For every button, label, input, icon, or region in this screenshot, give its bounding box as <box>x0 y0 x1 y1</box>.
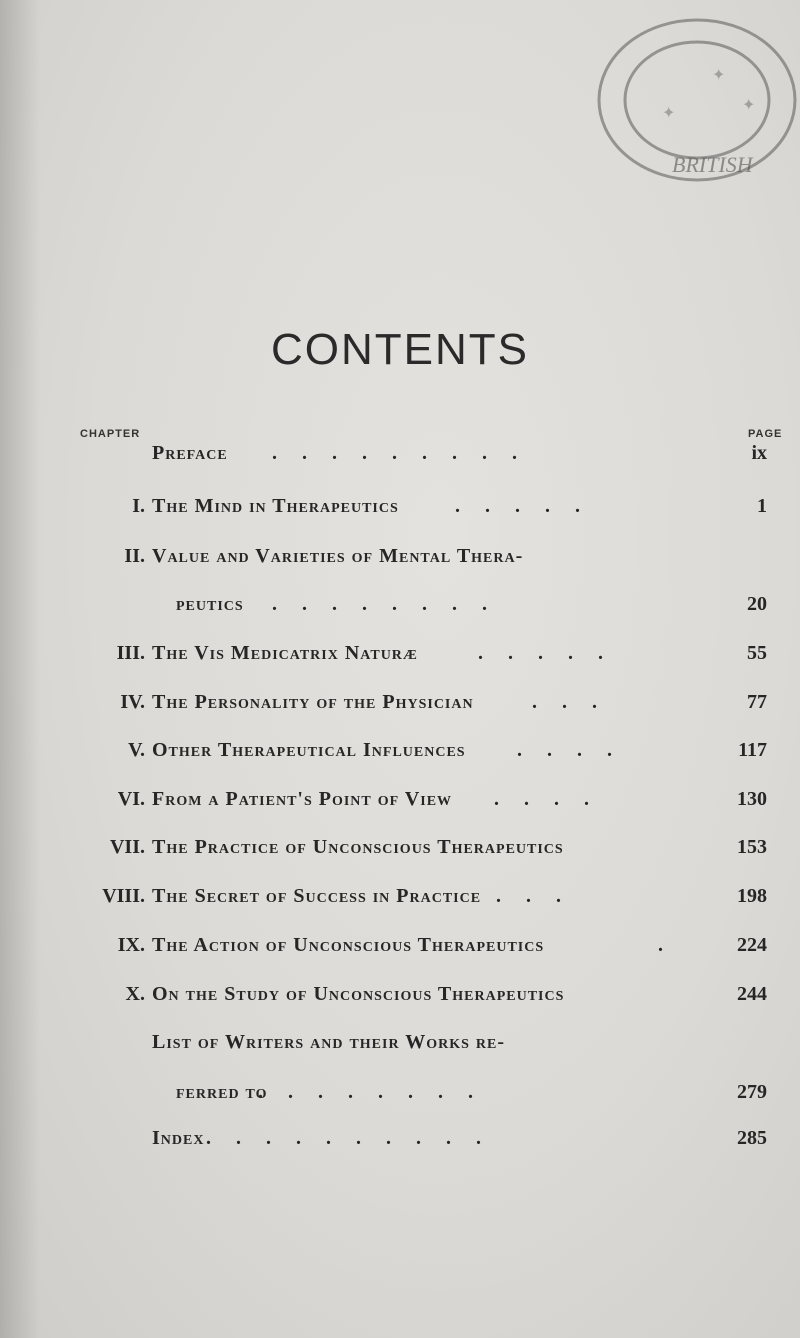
chapter-number: I. <box>132 495 145 517</box>
toc-entry <box>0 1127 800 1157</box>
toc-entry <box>0 495 800 525</box>
chapter-title: The Secret of Success in Practice <box>152 885 482 907</box>
toc-entry <box>0 836 800 866</box>
stamp-text: BRITISH <box>672 152 753 177</box>
page-number: ix <box>751 442 767 464</box>
toc-entry <box>0 739 800 769</box>
page-number: 20 <box>747 593 767 615</box>
toc-entry <box>0 1031 800 1061</box>
leader-dots: . . . . <box>517 739 622 761</box>
page-number: 77 <box>747 691 767 713</box>
chapter-title: peutics <box>176 593 244 615</box>
page-column-label: PAGE <box>748 428 783 440</box>
chapter-title: On the Study of Unconscious Therapeutics <box>152 983 565 1005</box>
toc-entry <box>0 885 800 915</box>
page-number: 244 <box>737 983 767 1005</box>
chapter-title: The Mind in Therapeutics <box>152 495 399 517</box>
chapter-number: III. <box>116 642 145 664</box>
leader-dots: . . . . . . . . . <box>272 442 527 464</box>
page-number: 55 <box>747 642 767 664</box>
chapter-title: The Personality of the Physician <box>152 691 474 713</box>
chapter-title: Preface <box>152 442 228 464</box>
page-title: CONTENTS <box>271 325 529 374</box>
page-number: 279 <box>737 1081 767 1103</box>
chapter-title: From a Patient's Point of View <box>152 788 453 810</box>
toc-entry <box>0 788 800 818</box>
toc-entry <box>0 642 800 672</box>
leader-dots: . . . . . . . . <box>272 593 497 615</box>
chapter-title: List of Writers and their Works re- <box>152 1031 506 1053</box>
page-number: 117 <box>738 739 767 761</box>
chapter-title: Value and Varieties of Mental Thera- <box>152 545 524 567</box>
leader-dots: . . . . . <box>478 642 613 664</box>
chapter-number: VI. <box>117 788 145 810</box>
leader-dots: . . . . . . . . . . <box>206 1127 491 1149</box>
page-number: 198 <box>737 885 767 907</box>
toc-entry <box>0 593 800 623</box>
toc-entry <box>0 442 800 472</box>
page-number: 153 <box>737 836 767 858</box>
svg-text:✦: ✦ <box>712 67 726 84</box>
chapter-number: VIII. <box>102 885 145 907</box>
toc-entry <box>0 934 800 964</box>
chapter-title: ferred to <box>176 1081 268 1103</box>
page-number: 1 <box>757 495 767 517</box>
svg-text:✦: ✦ <box>742 97 756 114</box>
toc-entry <box>0 1081 800 1111</box>
chapter-number: IX. <box>117 934 145 956</box>
leader-dots: . . . <box>496 885 571 907</box>
chapter-number: II. <box>124 545 145 567</box>
chapter-number: X. <box>125 983 145 1005</box>
chapter-title: Other Therapeutical Influences <box>152 739 466 761</box>
svg-text:✦: ✦ <box>662 105 676 122</box>
toc-entry <box>0 545 800 575</box>
toc-entry <box>0 691 800 721</box>
chapter-title: Index <box>152 1127 205 1149</box>
leader-dots: . . . . . <box>455 495 590 517</box>
chapter-column-label: CHAPTER <box>80 428 141 440</box>
page-number: 224 <box>737 934 767 956</box>
chapter-title: The Action of Unconscious Therapeutics <box>152 934 545 956</box>
chapter-title: The Practice of Unconscious Therapeutics <box>152 836 564 858</box>
chapter-number: IV. <box>120 691 145 713</box>
leader-dots: . . . . <box>494 788 599 810</box>
page-number: 285 <box>737 1127 767 1149</box>
toc-entry <box>0 983 800 1013</box>
leader-dots: . . . <box>532 691 607 713</box>
chapter-number: VII. <box>109 836 145 858</box>
leader-dots: . <box>658 934 673 956</box>
chapter-number: V. <box>128 739 145 761</box>
page-number: 130 <box>737 788 767 810</box>
leader-dots: . . . . . . . . <box>258 1081 483 1103</box>
chapter-title: The Vis Medicatrix Naturæ <box>152 642 418 664</box>
library-stamp <box>592 0 800 190</box>
